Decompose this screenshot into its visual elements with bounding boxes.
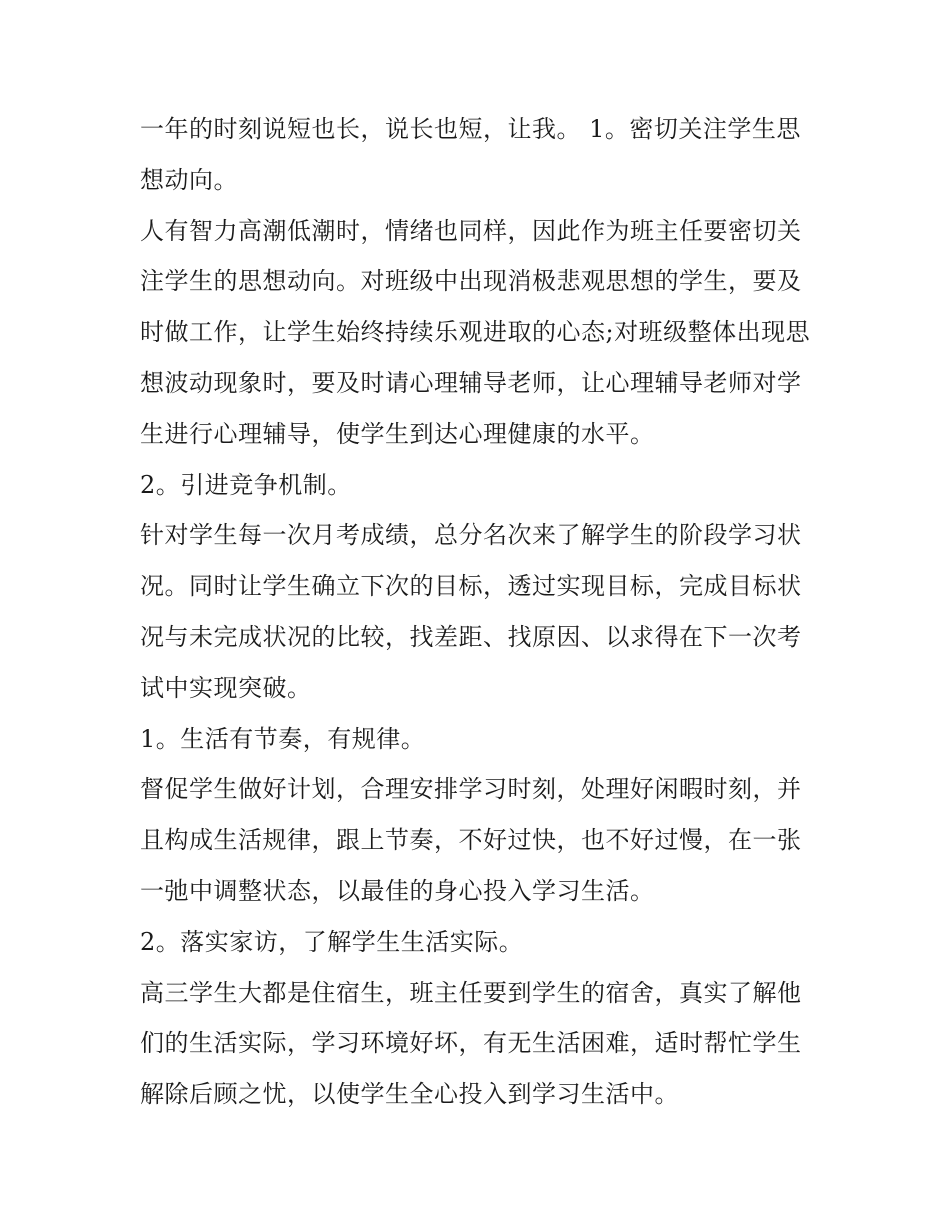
document-body	[140, 104, 812, 1120]
heading-home-visit: 2。落实家访，了解学生生活实际。	[140, 927, 524, 956]
heading-life-rhythm: 1。生活有节奏，有规律。	[140, 724, 426, 753]
paragraph-home-visit: 高三学生大都是住宿生，班主任要到学生的宿舍，真实了解他们的生活实际，学习环境好坏，有无生活困难，适时帮忙学生解除后顾之忧，以使学生全心投入到学习生活中。	[140, 978, 802, 1109]
paragraph-mental-state: 人有智力高潮低潮时，情绪也同样，因此作为班主任要密切关注学生的思想动向。对班级中出现消极悲观思想的学生，要及时做工作，让学生始终持续乐观进取的心态;对班级整体出现思想波动现象时，要及时请心理辅导老师，让心理辅导老师对学生进行心理辅导，使学生到达心理健康的水平。	[140, 216, 811, 448]
heading-competition: 2。引进竞争机制。	[140, 470, 352, 499]
paragraph-life-rhythm: 督促学生做好计划，合理安排学习时刻，处理好闲暇时刻，并且构成生活规律，跟上节奏，不好过快，也不好过慢，在一张一弛中调整状态，以最佳的身心投入学习生活。	[140, 775, 802, 905]
paragraph-intro: 一年的时刻说短也长，说长也短，让我。 1。密切关注学生思想动向。	[140, 115, 801, 194]
paragraph-competition: 针对学生每一次月考成绩，总分名次来了解学生的阶段学习状况。同时让学生确立下次的目标，透过实现目标，完成目标状况与未完成状况的比较，找差距、找原因、以求得在下一次考试中实现突破。	[140, 521, 802, 702]
